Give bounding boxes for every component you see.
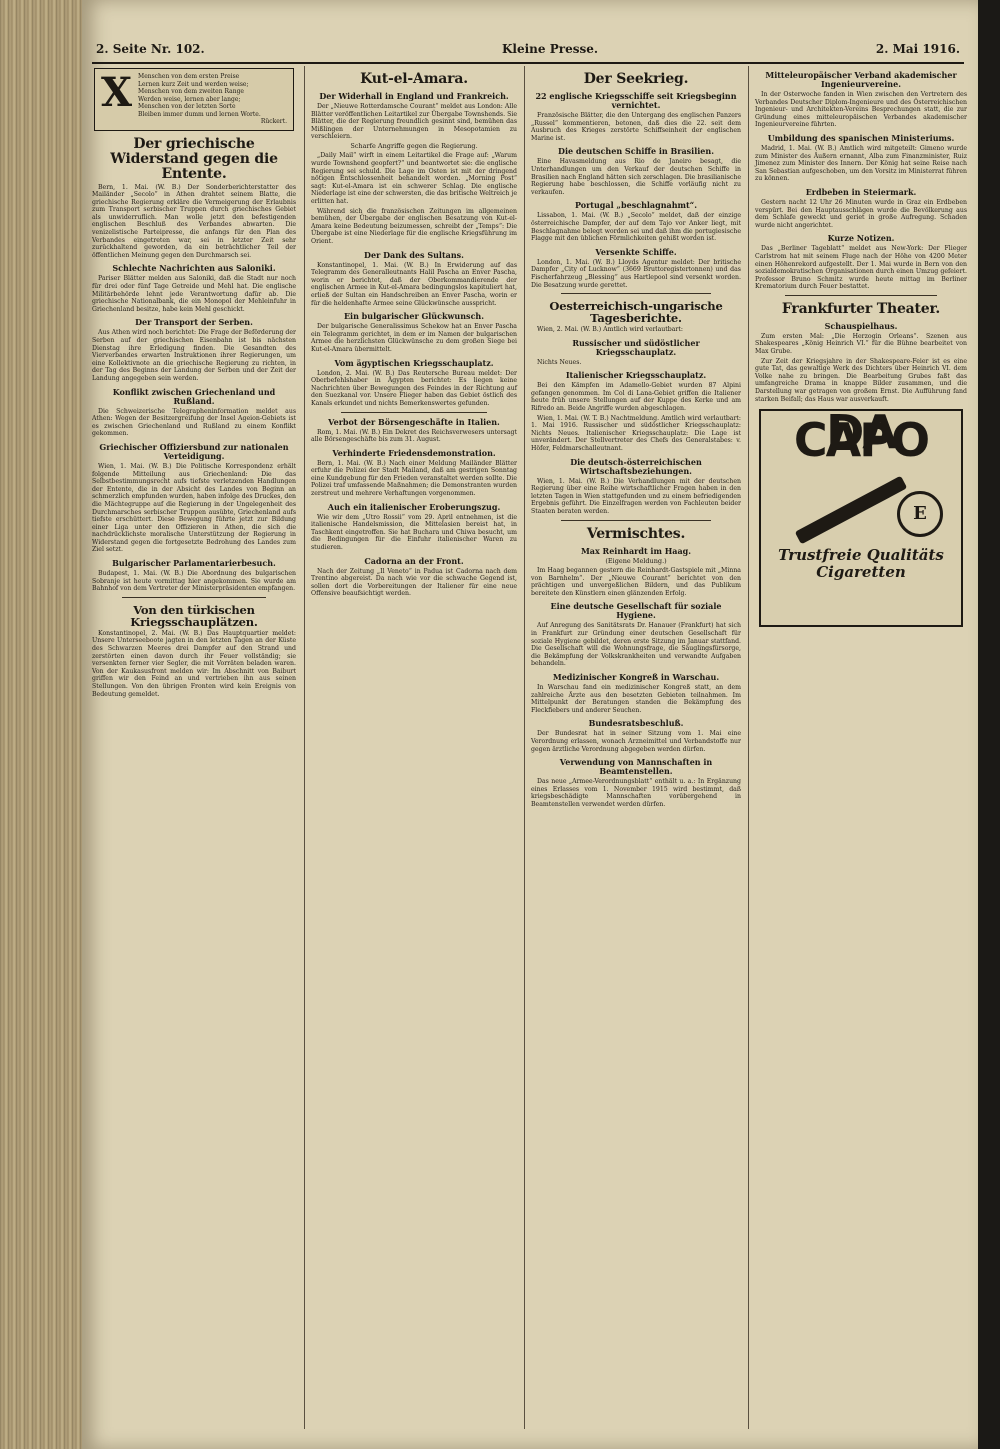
subheadline: Erdbeben in Steiermark. xyxy=(805,186,917,197)
article-text: In Warschau fand ein medizinischer Kongreß statt, an dem zahlreiche Ärzte aus den besetzten Gebieten teilnahmen. Im Mittelpunkt der Beratungen standen die Bekämpfung des Fleckfiebers und anderer Seuchen. xyxy=(531,684,741,714)
subheadline: Eine deutsche Gesellschaft für soziale Hygiene. xyxy=(550,601,722,621)
article-text: Zum ersten Mal: „Die Herzogin Orleans“. Szenen aus Shakespeares „König Heinrich VI.“ für die Bühne bearbeitet von Max Grube. xyxy=(755,332,967,356)
article-text: Konstantinopel, 1. Mai. (W. B.) In Erwiderung auf das Telegramm des Generalleutnants Halil Pascha an Enver Pascha, worin er berichtet, daß der Oberkommandierende der englischen Armee in Kut-el-Amara bedingungslos kapituliert hat, erließ der Sultan ein Handschreiben an Enver Pascha, worin er für die heldenhafte Armee seine Glückwünsche ausspricht. xyxy=(311,261,517,307)
subheadline: Versenkte Schiffe. xyxy=(595,246,677,257)
subheadline: Verbot der Börsengeschäfte in Italien. xyxy=(328,416,500,427)
article-text: In der Osterwoche fanden in Wien zwischen den Vertretern des Verbandes Deutscher Diplom-Ingenieure und des Österreichischen Ingenieur- und Architekten-Vereins Besprechungen statt, die zur Gründung eines mitteleuropäischen Verbandes akademischer Ingenieurvereine führten. xyxy=(755,91,967,129)
article-text: Aus Athen wird noch berichtet: Die Frage der Beförderung der Serben auf der griechischen Eisenbahn ist bis nächsten Dienstag ihre Erledigung finden. Die Gesandten des Vierverbandes erwarten Instruktionen ihrer Regierungen, um eine Kollektivnote an die griechische Regierung zu richten, in der Tag des Beginns der Landung der Serben und der Zeit der Landung angegeben sein werden. xyxy=(92,329,296,382)
article-text: Nichts Neues. xyxy=(537,358,582,366)
subheadline: Italienischer Kriegsschauplatz. xyxy=(565,370,707,381)
subheadline: Verwendung von Mannschaften in Beamtenstellen. xyxy=(559,757,713,777)
article-text: Bern, 1. Mai. (W. B.) Der Sonderberichterstatter des Mailänder „Secolo“ in Athen drahtet seinem Blatte, die griechische Regierung erkläre die Vermeigerung der Erlaubnis zum Transport serbischer Truppen durch griechisches Gebiet als unwiderruflich. Man wolle jetzt den befestigenden englischen Beschluß des Verbandes abwarten. Die venizelistische Parteipresse, die anfangs für den Plan des Verbandes eingetreten war, sei in letzter Zeit sehr zurückhaltend geworden, da ein beträchtlicher Teil der öffentlichen Meinung gegen den Durchmarsch sei. xyxy=(92,183,296,259)
article-text: London, 2. Mai. (W. B.) Das Reutersche Bureau meldet: Der Oberbefehlshaber in Ägypten berichtet: Es liegen keine Nachrichten über Bewegungen des Feindes in der Richtung auf den Suezkanal vor. Unsere Flieger haben das Gebiet östlich des Kanals erkundet und nichts Bemerkenswertes gefunden. xyxy=(311,369,517,407)
subheadline: Bundesratsbeschluß. xyxy=(588,718,684,729)
article-text: Budapest, 1. Mai. (W. B.) Die Abordnung des bulgarischen Sobranje ist heute vormittag hier angekommen. Sie wurde am Bahnhof von dem Vertreter der Ministerpräsidenten empfangen. xyxy=(92,570,296,593)
divider xyxy=(341,412,487,413)
subheadline: Auch ein italienischer Eroberungszug. xyxy=(327,501,501,512)
poem-line: Werden weise, lernen aber lange; xyxy=(138,95,241,103)
article-text: Die Schweizerische Telegrapheninformation meldet aus Athen: Wegen der Besitzergreifung der Insel Ageion-Gebiets ist es zwischen Griechenland und Rußland zu einem Konflikt gekommen. xyxy=(92,407,296,438)
poem-author: Rückert. xyxy=(260,118,287,125)
subheadline: Cadorna an der Front. xyxy=(364,555,464,566)
article-text: Auf Anregung des Sanitätsrats Dr. Hanauer (Frankfurt) hat sich in Frankfurt zur Gründung einer deutschen Gesellschaft für soziale Hygiene gebildet, deren erste Sitzung im Januar stattfand. Die Gesellschaft will die Wohnungsfrage, die Säuglingsfürsorge, die Bekämpfung der Volkskrankheiten und verwandte Aufgaben behandeln. xyxy=(531,622,741,668)
article-text: Wien, 1. Mai. (W. B.) Die Verhandlungen mit der deutschen Regierung über eine Reihe wirtschaftlicher Fragen haben in den letzten Tagen in Wien stattgefunden und zu einem befriedigenden Ergebnis geführt. Die Einzelfragen werden von Fachleuten beider Staaten beraten werden. xyxy=(531,477,741,515)
headline: Oesterreichisch-ungarische Tagesberichte. xyxy=(549,299,723,326)
article-text: Eine Havasmeldung aus Rio de Janeiro besagt, die Unterhandlungen um den Verkauf der deutschen Schiffe in Brasilien nach England hätten sich zerschlagen. Die brasilianische Regierung habe beschlossen, die Schiffe vorläufig nicht zu verkaufen. xyxy=(531,158,741,196)
divider xyxy=(122,597,266,598)
subheadline: Verhinderte Friedensdemonstration. xyxy=(332,447,496,458)
article-text: Bei den Kämpfen im Adamello-Gebiet wurden 87 Alpini gefangen genommen. Im Col di Lana-Gebiet griffen die Italiener heute früh unsere Stellungen auf der Kuppe des Kerke und am Rifredo an. Beide Angriffe wurden abgeschlagen. xyxy=(531,382,741,413)
poem-line: Bleiben immer dumm und lernen Worte. xyxy=(138,110,261,118)
subheadline: Mitteleuropäischer Verband akademischer Ingenieurvereine. xyxy=(765,70,957,89)
poem-initial: X xyxy=(101,69,133,116)
headline: Der Seekrieg. xyxy=(583,71,689,87)
column-2 xyxy=(304,66,523,1429)
subheadline: Griechischer Offiziersbund zur nationalen Verteidigung. xyxy=(99,441,289,461)
poem-line: Lernen kurz Zeit und werden weise; xyxy=(138,80,249,88)
subheadline: Der Transport der Serben. xyxy=(135,317,253,328)
poem-box xyxy=(94,68,294,131)
column-3 xyxy=(524,66,747,1429)
article-text: Lissabon, 1. Mai. (W. B.) „Secolo“ meldet, daß der einzige österreichische Dampfer, der auf dem Tajo vor Anker liegt, mit Beschlagnahme belegt worden sei und daß ihm die portugiesische Flagge mit den üblichen Förmlichkeiten gehißt worden ist. xyxy=(531,212,741,243)
ad-logo: DA CAPO xyxy=(793,405,929,467)
article-text: Rom, 1. Mai. (W. B.) Ein Dekret des Reichsverwesers untersagt alle Börsengeschäfte bis zum 31. August. xyxy=(311,428,517,444)
headline: Der griechische Widerstand gegen die Entente. xyxy=(110,135,278,182)
article-text: Zur Zeit der Kriegsjahre in der Shakespeare-Feier ist es eine gute Tat, das gewaltige Werk des Dichters über Heinrich VI. dem Volke nahe zu bringen. Die Bearbeitung Grubes faßt das umfangreiche Drama in knappe Bilder zusammen, und die Darstellung war getragen von großem Ernst. Die Aufführung fand starken Beifall; das Haus war ausverkauft. xyxy=(755,357,967,403)
column-1 xyxy=(92,66,302,1429)
article-text: Französische Blätter, die den Untergang des englischen Panzers „Russel“ kommentieren, betonen, daß dies die 22. seit dem Ausbruch des Krieges zerstörte Schiffseinheit der englischen Marine ist. xyxy=(531,112,741,142)
article-text: Das „Berliner Tageblatt“ meldet aus New-York: Der Flieger Carlstrom hat mit seinem Fluge nach der Höhe von 4200 Meter einen Höhenrekord aufgestellt. Der 1. Mai wurde in Bern von den sozialdemokratischen Organisationen durch einen Umzug gefeiert. Professor Bruno Schmitz wurde heute mittag im Berliner Krematorium durch Feuer bestattet. xyxy=(755,245,967,291)
headline: Von den türkischen Kriegsschauplätzen. xyxy=(130,602,258,629)
subheadline-small: (Eigene Meldung.) xyxy=(605,556,667,565)
subheadline: Bulgarischer Parlamentarierbesuch. xyxy=(112,558,276,569)
page-edge-shadow xyxy=(978,0,1000,1449)
headline: Frankfurter Theater. xyxy=(781,300,941,317)
article-text: Wien, 1. Mai. (W. B.) Die Politische Korrespondenz erhält folgende Mitteilung aus Griechenland: Die das Selbstbestimmungsrecht aufs tiefste verletzenden Handlungen der Entente, die in der Absicht des Landes von Beginn an schmerzlich empfunden wurden, haben infolge des Druckes, den die Mächtegruppe auf die Regierung in der Ungelegenheit des Durchmarsches serbischer Truppen ausübte, Griechenland aufs tiefste erschüttert. Diese Bewegung führte jetzt zur Bildung einer Liga unter den Offizieren in Athen, die sich die nachdrücklichste moralische Unterstützung der Regierung in Widerstand gegen die fortgesetzte Bedrohung des Landes zum Ziel setzt. xyxy=(92,462,296,554)
article-text: London, 1. Mai. (W. B.) Lloyds Agentur meldet: Der britische Dampfer „City of Lucknow“ (3669 Bruttoregistertonnen) und das Fischerfahrzeug „Blessing“ aus Hartlepool sind versenkt worden. Die Besatzung wurde gerettet. xyxy=(531,258,741,289)
divider xyxy=(561,293,711,294)
article-text: Der bulgarische Generalissimus Schekow hat an Enver Pascha ein Telegramm gerichtet, in dem er im Namen der bulgarischen Armee die herzlichsten Glückwünsche zu dem großen Siege bei Kut-el-Amara übermittelt. xyxy=(311,323,517,353)
article-text: „Daily Mail“ wirft in einem Leitartikel die Frage auf: „Warum wurde Townshend geopfert?“ und beantwortet sie: die englische Regierung sei schuld. Die Lage im Osten ist mit der dringend nötigen Entschlossenheit behandelt worden. „Morning Post“ sagt: Kut-el-Amara ist ein schwerer Schlag. Die englische Niederlage ist eine der schwersten, die das britische Weltreich je erlitten hat. xyxy=(311,152,517,206)
article-text: Pariser Blätter melden aus Saloniki, daß die Stadt nur noch für drei oder fünf Tage Getreide und Mehl hat. Die englische Militärbehörde lehnt jede Verantwortung dafür ab. Die griechische Nationalbank, die ein Monopol der Mehleinfuhr in Griechenland besitze, habe kein Mehl geschickt. xyxy=(92,275,296,313)
article-text: Konstantinopel, 2. Mai. (W. B.) Das Hauptquartier meldet: Unsere Unterseeboote jagten in den letzten Tagen an der Küste des Schwarzen Meeres drei Dampfer auf den Strand und zerstörten einen davon durch ihr Feuer vollständig; sie versenkten ferner vier Segler, die mit Vorräten beladen waren. Von der Kaukasusfront melden wir: Im Abschnitt von Baiburt griffen wir den Feind an und vertrieben ihn aus seinen Stellungen. Von den übrigen Fronten wird kein Ereignis von Bedeutung gemeldet. xyxy=(92,629,296,698)
ad-trademark: E xyxy=(897,491,943,537)
article-text: Gestern nacht 12 Uhr 26 Minuten wurde in Graz ein Erdbeben verspürt. Bei den Hauptausschlägen wurde die Bevölkerung aus dem Schlafe geweckt und geriet in große Aufregung. Schaden wurde nicht angerichtet. xyxy=(755,198,967,229)
article-text: Während sich die französischen Zeitungen im allgemeinen bemühen, der Übergabe der englischen Besatzung von Kut-el-Amara keine Bedeutung beizumessen, schreibt der „Temps“: Die Übergabe ist eine Niederlage für die englische Kriegsführung im Orient. xyxy=(311,207,517,245)
divider xyxy=(561,520,711,521)
subheadline: Portugal „beschlagnahmt“. xyxy=(574,200,698,211)
article-text: Madrid, 1. Mai. (W. B.) Amtlich wird mitgeteilt: Gimeno wurde zum Minister des Äußern ernannt, Alba zum Finanzminister, Ruiz Jimenez zum Minister des Innern. Der König hat seine Reise nach San Sebastian aufgeschoben, um den Vorsitz im Ministerrat führen zu können. xyxy=(755,144,967,183)
headline: Kut-el-Amara. xyxy=(360,71,468,87)
masthead xyxy=(92,40,964,64)
paper-title: Kleine Presse. xyxy=(502,42,599,56)
article-text: Nach der Zeitung „Il Veneto“ in Padua ist Cadorna nach dem Trentino abgereist. Da nach wie vor die schwache Gegend ist, sollen dort die Vorbereitungen der Italiener für eine neue Offensive beaufsichtigt werden. xyxy=(311,567,517,598)
article-text: Im Haag begannen gestern die Reinhardt-Gastspiele mit „Minna von Barnhelm“. Der „Nieuwe Courant“ berichtet von den prächtigen und unvergeßlichen Bildern, und das Publikum bereitete den Künstlern einen glänzenden Erfolg. xyxy=(531,567,741,597)
subheadline: Max Reinhardt im Haag. xyxy=(580,545,692,556)
subheadline: Medizinischer Kongreß in Warschau. xyxy=(552,672,720,683)
article-text: Bern, 1. Mai. (W. B.) Nach einer Meldung Mailänder Blätter erfuhr die Polizei der Stadt Mailand, daß am gestrigen Sonntag eine Kundgebung für den Frieden veranstaltet werden sollte. Die Polizei traf umfassende Maßnahmen; die Demonstranten wurden zerstreut und mehrere Verhaftungen vorgenommen. xyxy=(311,459,517,498)
article-text: Wien, 2. Mai. (W. B.) Amtlich wird verlautbart: xyxy=(537,326,683,334)
newspaper-page xyxy=(82,0,978,1449)
subheadline: Der Dank des Sultans. xyxy=(364,249,464,260)
subheadline: Schlechte Nachrichten aus Saloniki. xyxy=(112,263,276,274)
subheadline-small: Scharfe Angriffe gegen die Regierung. xyxy=(350,141,478,150)
ad-slogan: Trustfreie Qualitäts Cigaretten xyxy=(778,546,944,582)
article-text: Der Bundesrat hat in seiner Sitzung vom 1. Mai eine Verordnung erlassen, wonach Arzneimittel und Verbandstoffe nur gegen ärztliche Verordnung abgegeben werden dürfen. xyxy=(531,730,741,753)
subheadline: Konflikt zwischen Griechenland und Rußland. xyxy=(112,386,276,406)
divider xyxy=(785,295,937,296)
dacapo-advertisement xyxy=(759,405,963,627)
article-text: Wie wir dem „Utro Rossii“ vom 29. April entnehmen, ist die italienische Handelsmission, die Mittelasien bereist hat, in Taschkent eingetroffen. Sie hat Buchara und Chiwa besucht, um die Bedingungen für die Einfuhr italienischer Waren zu studieren. xyxy=(311,513,517,552)
book-binding xyxy=(0,0,82,1449)
subheadline: Die deutsch-österreichischen Wirtschaftsbeziehungen. xyxy=(570,456,702,476)
subheadline: Vom ägyptischen Kriegsschauplatz. xyxy=(334,357,494,368)
cigarette-icon xyxy=(795,476,908,545)
poem-line: Menschen von dem ersten Preise xyxy=(138,73,240,80)
subheadline: Die deutschen Schiffe in Brasilien. xyxy=(558,146,714,157)
subheadline: 22 englische Kriegsschiffe seit Kriegsbeginn vernichtet. xyxy=(535,91,737,110)
article-text: Der „Nieuwe Rotterdamsche Courant“ meldet aus London: Alle Blätter veröffentlichen Leitartikel zur Übergabe Townshends. Sie Blätter, die der Regierung freundlich gesinnt sind, bemühen das Mißlingen der Unternehmungen in Mesopotamien zu verschleiern. xyxy=(311,103,517,141)
subheadline: Ein bulgarischer Glückwunsch. xyxy=(343,311,485,322)
poem-line: Menschen von dem zweiten Range xyxy=(138,88,244,95)
subheadline: Umbildung des spanischen Ministeriums. xyxy=(767,132,955,143)
subheadline: Russischer und südöstlicher Kriegsschauplatz. xyxy=(572,337,700,357)
column-4 xyxy=(748,66,973,1429)
issue-date: 2. Mai 1916. xyxy=(875,42,960,56)
page-number: 2. Seite Nr. 102. xyxy=(96,42,205,56)
headline: Vermischtes. xyxy=(586,525,686,542)
poem-line: Menschen von der letzten Sorte xyxy=(138,103,236,110)
subheadline: Kurze Notizen. xyxy=(827,233,895,244)
article-text: Das neue „Armee-Verordnungsblatt“ enthält u. a.: In Ergänzung eines Erlasses vom 1. November 1915 wird bestimmt, daß kriegsbeschädigte Mannschaften vorübergehend in Beamtenstellen verwendet werden dürfen. xyxy=(531,778,741,808)
article-text: Wien, 1. Mai. (W. T. B.) Nachtmeldung. Amtlich wird verlautbart: 1. Mai 1916. Russischer und südöstlicher Kriegsschauplatz: Nichts Neues. Italienischer Kriegsschauplatz: Die Lage ist unverändert. Der Stellvertreter des Chefs des Generalstabes: v. Höfer, Feldmarschalleutnant. xyxy=(531,414,741,453)
subheadline: Der Widerhall in England und Frankreich. xyxy=(319,91,509,101)
subheadline: Schauspielhaus. xyxy=(824,320,898,331)
